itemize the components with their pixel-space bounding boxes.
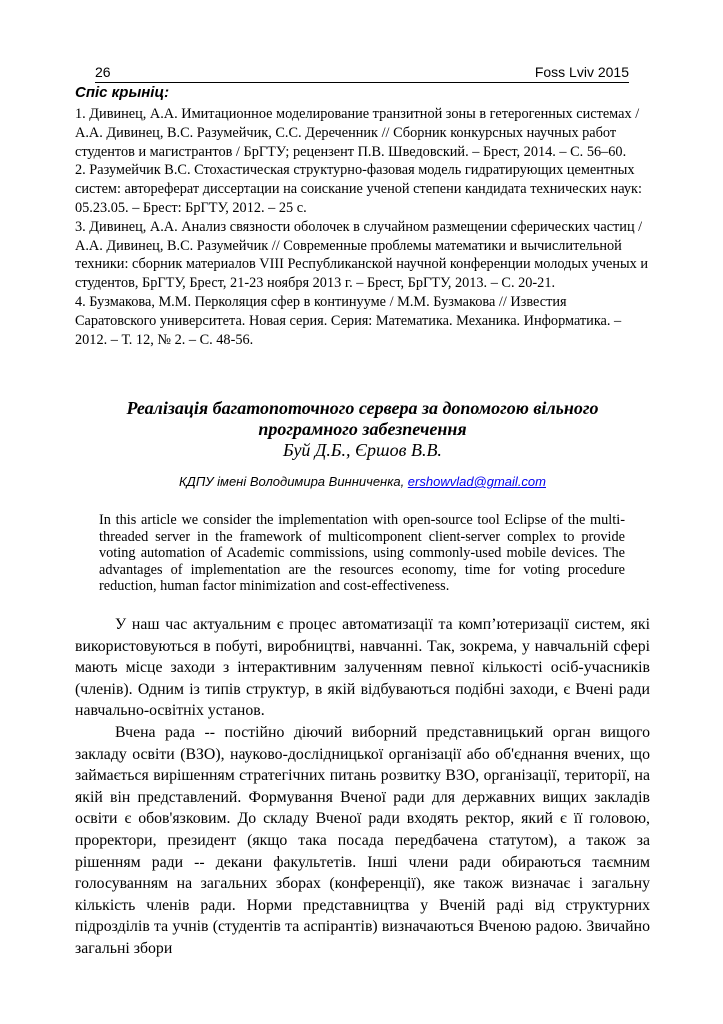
reference-item: 4. Бузмакова, М.М. Перколяция сфер в континууме / М.М. Бузмакова // Известия Саратовского университета. Новая серия. Серия: Математика. Механика. Информатика. – 2012. – Т. 12, № 2. – С. 48-56. [75, 293, 622, 348]
author-affiliation [75, 474, 650, 490]
article-authors: Буй Д.Б., Єршов В.В. [283, 440, 442, 460]
article-body [75, 614, 650, 960]
abstract: In this article we consider the implementation with open-source tool Eclipse of the multi-threaded server in the framework of multicomponent client-server complex to provide voting automation of Academic commissions, using commonly-used mobile devices. The advantages of implementation are the resources economy, time for voting procedure reduction, human factor minimization and cost-effectiveness. [99, 512, 625, 595]
email-link[interactable]: ershowvlad@gmail.com [407, 474, 546, 489]
reference-item: 2. Разумейчик В.С. Стохастическая структурно-фазовая модель гидратирующих цементных систем: автореферат диссертации на соискание ученой степени кандидата технических наук: 05.23.05. – Брест: БрГТУ, 2012. – 25 с. [75, 162, 642, 216]
reference-item: 3. Дивинец, А.А. Анализ связности оболочек в случайном размещении сферических частиц / А.А. Дивинец, В.С. Разумейчик // Современные проблемы математики и вычислительной техники: сборник материалов VIII Республиканской научной конференции молодых ученых и студентов, БрГТУ, Брест, 21-23 ноября 2013 г. – Брест, БрГТУ, 2013. – С. 20-21. [75, 218, 649, 292]
body-paragraph: У наш час актуальним є процес автоматизації та комп’ютеризації систем, які використовуються в побуті, виробництві, навчанні. Так, зокрема, у навчальній сфері мають місце заходи з інтерактивним залученням певної кількості осіб-учасників (членів). Одним із типів структур, в якій відбуваються подібні заходи, є Вчені ради навчально-освітніх установ. [75, 616, 650, 720]
references-heading: Спіс крыніц: [75, 84, 170, 101]
article-title-line: програмного забезпечення [258, 419, 467, 439]
article-title-line: Реалізація багатопоточного сервера за допомогою вільного [126, 398, 599, 418]
affiliation-text: КДПУ імені Володимира Винниченка, [179, 474, 408, 489]
conference-name: Foss Lviv 2015 [534, 64, 629, 80]
references-list [75, 105, 650, 349]
article-title [75, 398, 650, 440]
body-paragraph: Вчена рада -- постійно діючий виборний представницький орган вищого закладу освіти (ВЗО), науково-дослідницької організації або об'єднання вчених, що займається вирішенням стратегічних питань розвитку ВЗО, організації, території, на якій він представлений. Формування Вченої ради для державних вищих закладів освіти є обов'язковим. До складу Вченої ради входять ректор, який є її головою, проректори, президент (якщо така посада передбачена статутом), а також за рішенням ради -- декани факультетів. Інші члени ради обираються таємним голосуванням на загальних зборах (конференції), яке також визначає і загальну кількість членів ради. Норми представництва у Вченій раді від структурних підрозділів та учнів (студентів та аспірантів) визначаються Вченою радою. Звичайно загальні збори [75, 723, 650, 957]
page-number: 26 [95, 64, 111, 80]
page-header [95, 64, 629, 83]
reference-item: 1. Дивинец, А.А. Имитационное моделирование транзитной зоны в гетерогенных системах / А.А. Дивинец, В.С. Разумейчик, С.С. Дереченник // Сборник конкурсных научных работ студентов и магистрантов / БрГТУ; рецензент П.В. Шведовский. – Брест, 2014. – С. 56–60. [75, 106, 640, 160]
